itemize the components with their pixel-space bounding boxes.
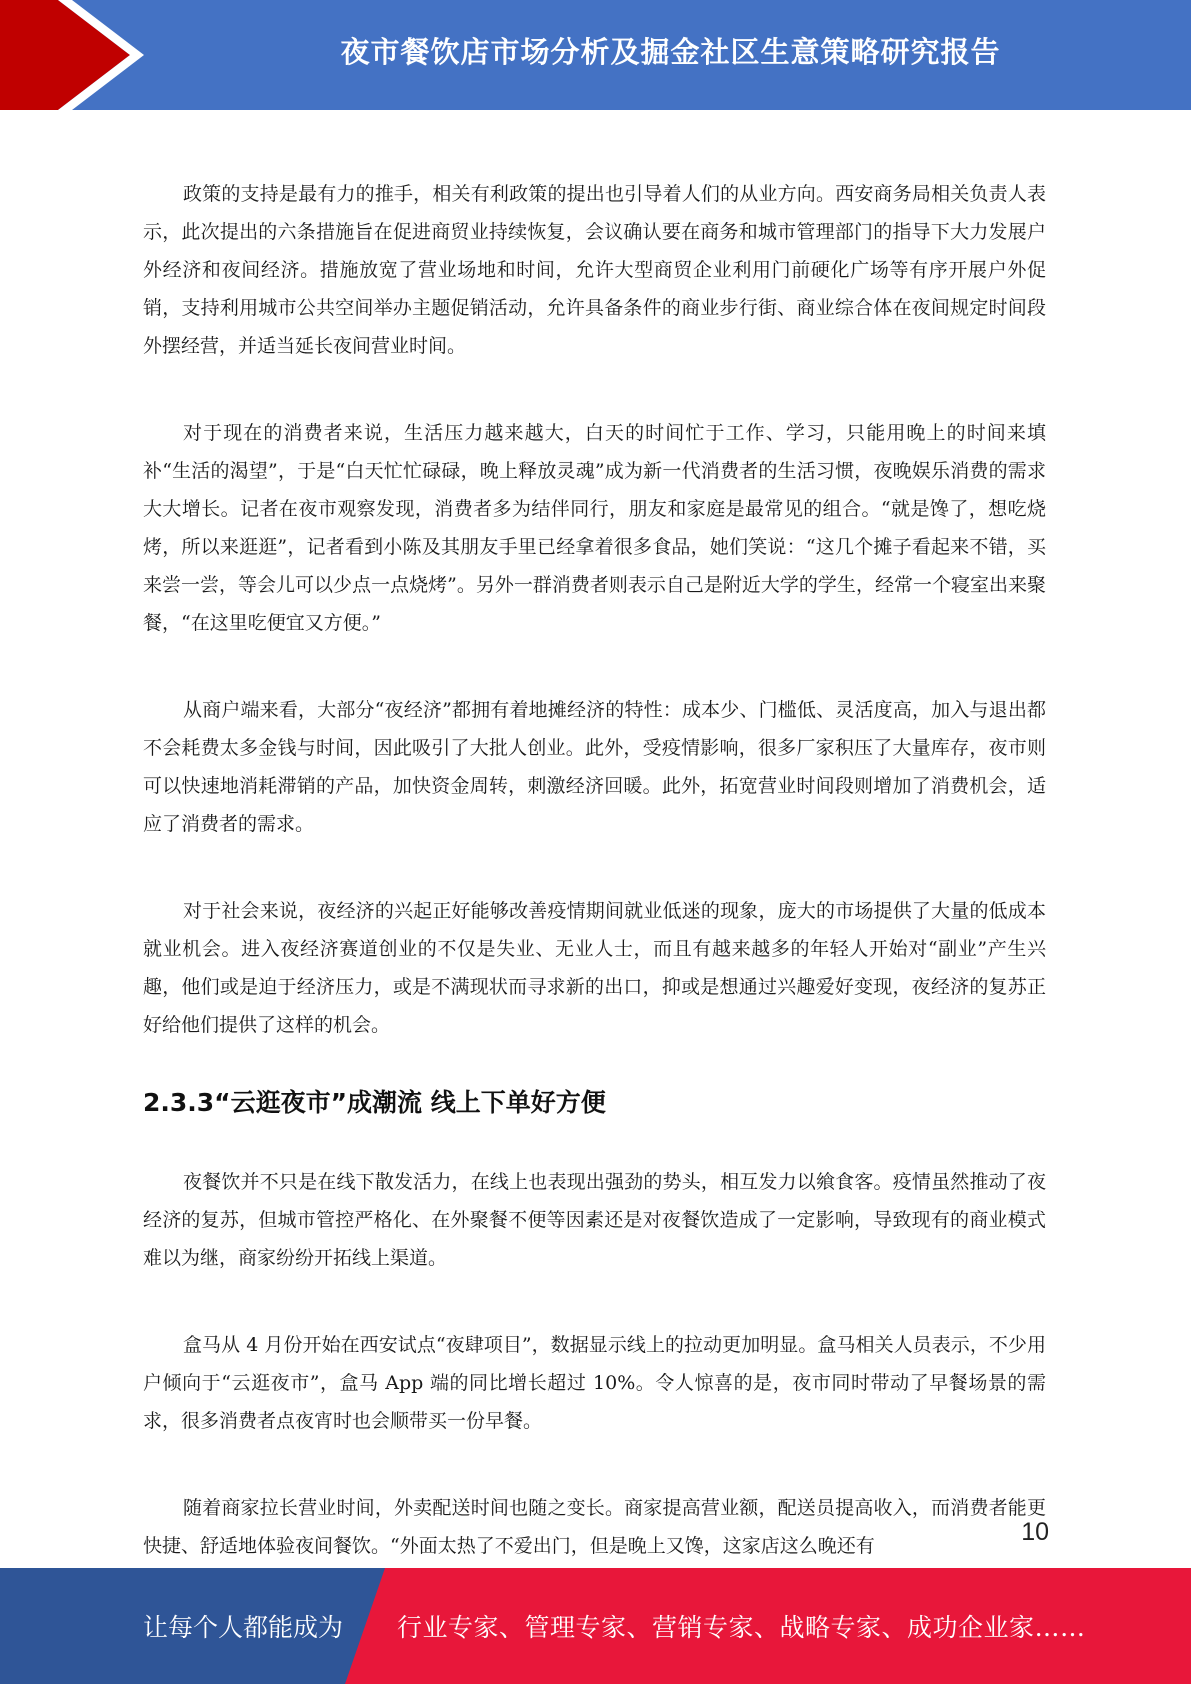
footer-slogan-left: 让每个人都能成为 (143, 1613, 344, 1642)
report-title: 夜市餐饮店市场分析及掘金社区生意策略研究报告 (340, 34, 1001, 69)
footer-slogan-right: 行业专家、管理专家、营销专家、战略专家、成功企业家…… (397, 1613, 1086, 1642)
paragraph: 对于现在的消费者来说，生活压力越来越大，白天的时间忙于工作、学习，只能用晚上的时间来填补“生活的渴望”，于是“白天忙忙碌碌，晚上释放灵魂”成为新一代消费者的生活习惯，夜晚娱乐消费的需求大大增长。记者在夜市观察发现，消费者多为结伴同行，朋友和家庭是最常见的组合。“就是馋了，想吃烧烤，所以来逛逛”，记者看到小陈及其朋友手里已经拿着很多食品，她们笑说：“这几个摊子看起来不错，买来尝一尝，等会儿可以少点一点烧烤”。另外一群消费者则表示自己是附近大学的学生，经常一个寝室出来聚餐，“在这里吃便宜又方便。” (143, 422, 1046, 634)
paragraph: 盒马从 4 月份开始在西安试点“夜肆项目”，数据显示线上的拉动更加明显。盒马相关人员表示，不少用户倾向于“云逛夜市”，盒马 App 端的同比增长超过 10%。令人惊喜的是，夜市同时带动了早餐场景的需求，很多消费者点夜宵时也会顺带买一份早餐。 (143, 1334, 1046, 1432)
paragraph: 夜餐饮并不只是在线下散发活力，在线上也表现出强劲的势头，相互发力以飨食客。疫情虽然推动了夜经济的复苏，但城市管控严格化、在外聚餐不便等因素还是对夜餐饮造成了一定影响，导致现有的商业模式难以为继，商家纷纷开拓线上渠道。 (143, 1171, 1046, 1269)
paragraph: 政策的支持是最有力的推手，相关有利政策的提出也引导着人们的从业方向。西安商务局相关负责人表示，此次提出的六条措施旨在促进商贸业持续恢复，会议确认要在商务和城市管理部门的指导下大力发展户外经济和夜间经济。措施放宽了营业场地和时间，允许大型商贸企业利用门前硬化广场等有序开展户外促销，支持利用城市公共空间举办主题促销活动，允许具备条件的商业步行街、商业综合体在夜间规定时间段外摆经营，并适当延长夜间营业时间。 (143, 183, 1046, 357)
page-header (0, 0, 1191, 110)
paragraph: 对于社会来说，夜经济的兴起正好能够改善疫情期间就业低迷的现象，庞大的市场提供了大量的低成本就业机会。进入夜经济赛道创业的不仅是失业、无业人士，而且有越来越多的年轻人开始对“副业”产生兴趣，他们或是迫于经济压力，或是不满现状而寻求新的出口，抑或是想通过兴趣爱好变现，夜经济的复苏正好给他们提供了这样的机会。 (143, 900, 1046, 1036)
section-heading: 2.3.3“云逛夜市”成潮流 线上下单好方便 (143, 1088, 606, 1117)
page-footer (0, 1568, 1191, 1684)
paragraph: 从商户端来看，大部分“夜经济”都拥有着地摊经济的特性：成本少、门槛低、灵活度高，加入与退出都不会耗费太多金钱与时间，因此吸引了大批人创业。此外，受疫情影响，很多厂家积压了大量库存，夜市则可以快速地消耗滞销的产品，加快资金周转，刺激经济回暖。此外，拓宽营业时间段则增加了消费机会，适应了消费者的需求。 (143, 699, 1046, 835)
page-number: 10 (1021, 1518, 1049, 1546)
paragraph: 随着商家拉长营业时间，外卖配送时间也随之变长。商家提高营业额，配送员提高收入，而消费者能更快捷、舒适地体验夜间餐饮。“外面太热了不爱出门，但是晚上又馋，这家店这么晚还有 (143, 1497, 1046, 1557)
page-body (143, 175, 1046, 1614)
